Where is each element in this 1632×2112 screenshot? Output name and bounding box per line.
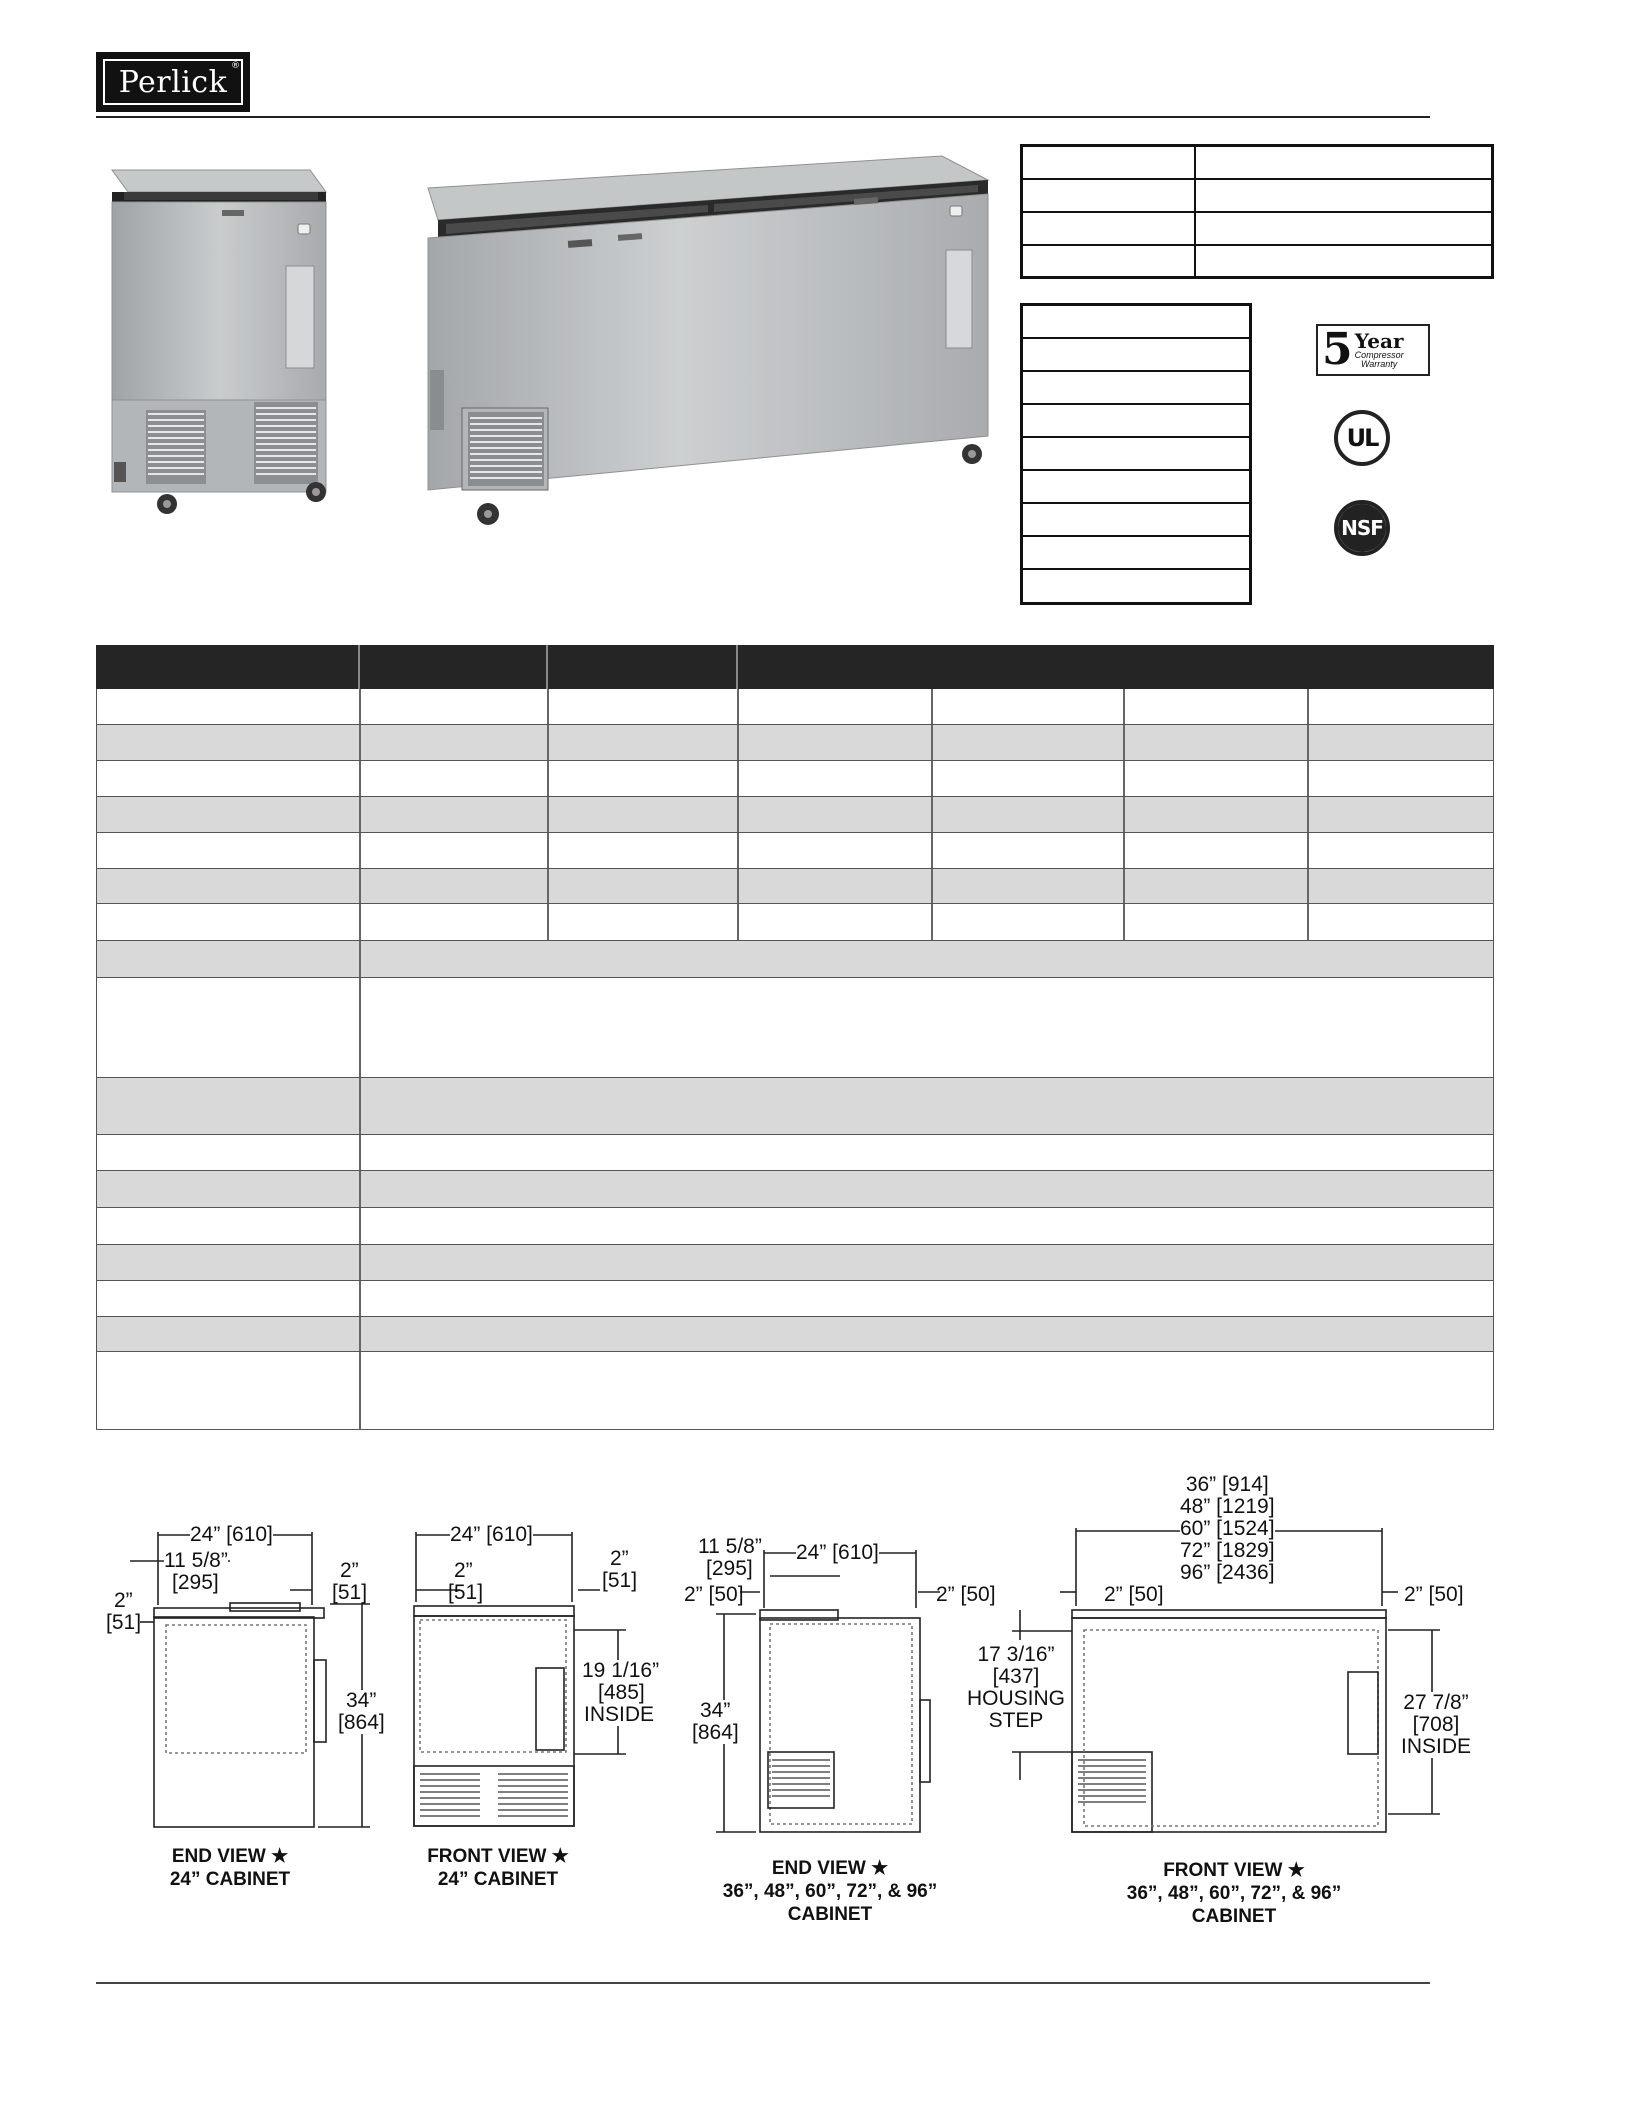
logo-text: Perlick <box>118 64 228 100</box>
frontmulti-caption-line2: 36”, 48”, 60”, 72”, & 96” <box>1126 1882 1342 1904</box>
spec-row <box>97 1245 1493 1281</box>
endmulti-inner <box>770 1624 912 1824</box>
frontmulti-width-60: 60” [1524] <box>1180 1517 1275 1541</box>
endmulti-caption-line3: CABINET <box>787 1903 873 1925</box>
model-info-row <box>1023 147 1491 180</box>
front24-body <box>414 1616 574 1826</box>
front24-right-mm: [51] <box>602 1569 638 1592</box>
registered-mark: ® <box>231 61 240 71</box>
spec-row <box>97 761 1493 797</box>
frontmulti-body <box>1072 1618 1386 1832</box>
front24-width-dim: 24” [610] <box>450 1523 533 1546</box>
frontmulti-left-dim: 2” [50] <box>1104 1583 1164 1606</box>
model-info-table <box>1020 144 1494 279</box>
frontmulti-inside-mm: [708] <box>1412 1713 1460 1737</box>
brand-logo <box>96 52 250 112</box>
spec-row <box>97 978 1493 1078</box>
endmulti-caption <box>700 1858 960 1926</box>
frontmulti-caption-line3: CABINET <box>1191 1905 1277 1927</box>
spec-row <box>97 904 1493 941</box>
project-info-row <box>1023 438 1249 471</box>
end24-lid <box>230 1603 300 1611</box>
warranty-years: 5 <box>1322 324 1353 375</box>
frontmulti-step-dim <box>964 1644 1068 1732</box>
frontmulti-caption-line1: FRONT VIEW <box>1163 1860 1283 1881</box>
frontmulti-inside-value: 27 7/8” <box>1403 1691 1469 1714</box>
frontmulti-inside-dim <box>1396 1692 1476 1758</box>
warranty-word: Year <box>1354 328 1404 353</box>
front24-inner <box>420 1620 566 1752</box>
frontmulti-width-list <box>1180 1474 1275 1584</box>
spec-row <box>97 1352 1493 1430</box>
caption-star-icon: ★ <box>871 1858 889 1879</box>
endmulti-height-mm: [864] <box>692 1721 739 1744</box>
front24-inside-mm: [485] <box>598 1681 645 1704</box>
front24-caption <box>418 1846 578 1892</box>
end24-width-dim: 24” [610] <box>190 1523 273 1546</box>
frontmulti-width-48: 48” [1219] <box>1180 1495 1275 1519</box>
nsf-text: NSF <box>1338 504 1386 552</box>
project-info-row <box>1023 372 1249 405</box>
endmulti-lid-dim: 11 5/8” <box>698 1535 762 1558</box>
caption-star-icon: ★ <box>551 1846 569 1867</box>
endmulti-height-dim: 34” <box>700 1699 731 1722</box>
caption-star-icon: ★ <box>271 1846 289 1867</box>
spec-header-bar <box>96 645 1494 689</box>
end24-caption-line2: 24” CABINET <box>169 1868 291 1890</box>
frontmulti-width-36: 36” [914] <box>1185 1473 1269 1496</box>
end24-right-mm: [51] <box>332 1581 368 1604</box>
project-info-row <box>1023 537 1249 570</box>
endmulti-lid-mm: [295] <box>706 1557 753 1580</box>
spec-row <box>97 1317 1493 1352</box>
warranty-badge <box>1316 324 1430 376</box>
end24-left-dim: 2” <box>114 1589 133 1612</box>
spec-row <box>97 725 1493 761</box>
ul-listed-icon <box>1334 410 1390 466</box>
project-info-row <box>1023 570 1249 600</box>
frontmulti-step-value: 17 3/16” <box>977 1643 1055 1666</box>
end24-height-dim: 34” <box>346 1689 377 1712</box>
endmulti-holder <box>920 1700 930 1782</box>
spec-body <box>96 689 1494 1430</box>
end24-caption <box>140 1846 320 1892</box>
nsf-certified-icon <box>1334 500 1390 556</box>
end24-caption-line1: END VIEW <box>171 1846 266 1867</box>
product-photo-long-cabinet <box>422 150 1000 530</box>
end24-body <box>154 1617 314 1827</box>
warranty-line1: Compressor <box>1354 349 1404 360</box>
end24-inner <box>166 1625 306 1753</box>
front24-left-dim: 2” <box>454 1559 473 1582</box>
endmulti-left-dim: 2” [50] <box>684 1583 744 1606</box>
project-info-table <box>1020 303 1252 605</box>
specification-table <box>96 645 1494 1430</box>
project-info-row <box>1023 306 1249 339</box>
end24-holder <box>314 1660 326 1742</box>
endmulti-caption-line1: END VIEW <box>771 1858 866 1879</box>
frontmulti-width-96: 96” [2436] <box>1180 1561 1275 1585</box>
frontmulti-holder <box>1348 1672 1378 1754</box>
front24-left-mm: [51] <box>448 1581 484 1604</box>
project-info-row <box>1023 471 1249 504</box>
model-info-row <box>1023 246 1491 276</box>
model-info-row <box>1023 180 1491 213</box>
project-info-row <box>1023 405 1249 438</box>
warranty-line2: Warranty <box>1360 359 1398 369</box>
end24-left-mm: [51] <box>106 1611 142 1634</box>
spec-row <box>97 1135 1493 1171</box>
spec-row <box>97 797 1493 833</box>
project-info-row <box>1023 339 1249 372</box>
endmulti-body <box>760 1618 920 1832</box>
front24-caption-line1: FRONT VIEW <box>427 1846 547 1867</box>
front24-caption-line2: 24” CABINET <box>437 1868 559 1890</box>
footer-rule <box>96 1982 1430 1984</box>
front24-top <box>414 1606 574 1616</box>
frontmulti-caption <box>1104 1860 1364 1928</box>
frontmulti-step-mm: [437] <box>992 1665 1040 1689</box>
frontmulti-inside-label: INSIDE <box>1400 1735 1471 1759</box>
end24-lid-dim: 11 5/8” <box>164 1549 228 1572</box>
spec-row <box>97 689 1493 725</box>
ul-text: UL <box>1346 424 1378 452</box>
spec-row <box>97 833 1493 869</box>
spec-row <box>97 1281 1493 1317</box>
endmulti-width-dim: 24” [610] <box>796 1541 879 1564</box>
frontmulti-top <box>1072 1610 1386 1618</box>
end24-right-dim: 2” <box>340 1559 359 1582</box>
front24-holder <box>536 1668 564 1750</box>
frontmulti-width-72: 72” [1829] <box>1180 1539 1275 1563</box>
endmulti-right-dim: 2” [50] <box>936 1583 996 1606</box>
project-info-row <box>1023 504 1249 537</box>
front24-inside-label: INSIDE <box>584 1703 655 1726</box>
frontmulti-right-dim: 2” [50] <box>1404 1583 1464 1606</box>
spec-row <box>97 1078 1493 1135</box>
spec-row <box>97 1208 1493 1245</box>
front24-inside-dim: 19 1/16” <box>582 1659 660 1682</box>
product-photo-24-cabinet <box>104 162 340 522</box>
end24-height-mm: [864] <box>338 1711 385 1734</box>
caption-star-icon: ★ <box>1287 1860 1305 1881</box>
frontmulti-step-label1: HOUSING <box>966 1687 1065 1711</box>
model-info-row <box>1023 213 1491 246</box>
front24-right-dim: 2” <box>610 1547 629 1570</box>
end24-lid-mm: [295] <box>172 1571 219 1594</box>
header-rule <box>96 116 1430 118</box>
spec-row <box>97 1171 1493 1208</box>
spec-row <box>97 869 1493 904</box>
spec-row <box>97 941 1493 978</box>
front24-grille-box <box>414 1766 574 1826</box>
frontmulti-step-label2: STEP <box>988 1709 1044 1733</box>
endmulti-caption-line2: 36”, 48”, 60”, 72”, & 96” <box>722 1880 938 1902</box>
model-info-divider <box>1194 147 1196 276</box>
